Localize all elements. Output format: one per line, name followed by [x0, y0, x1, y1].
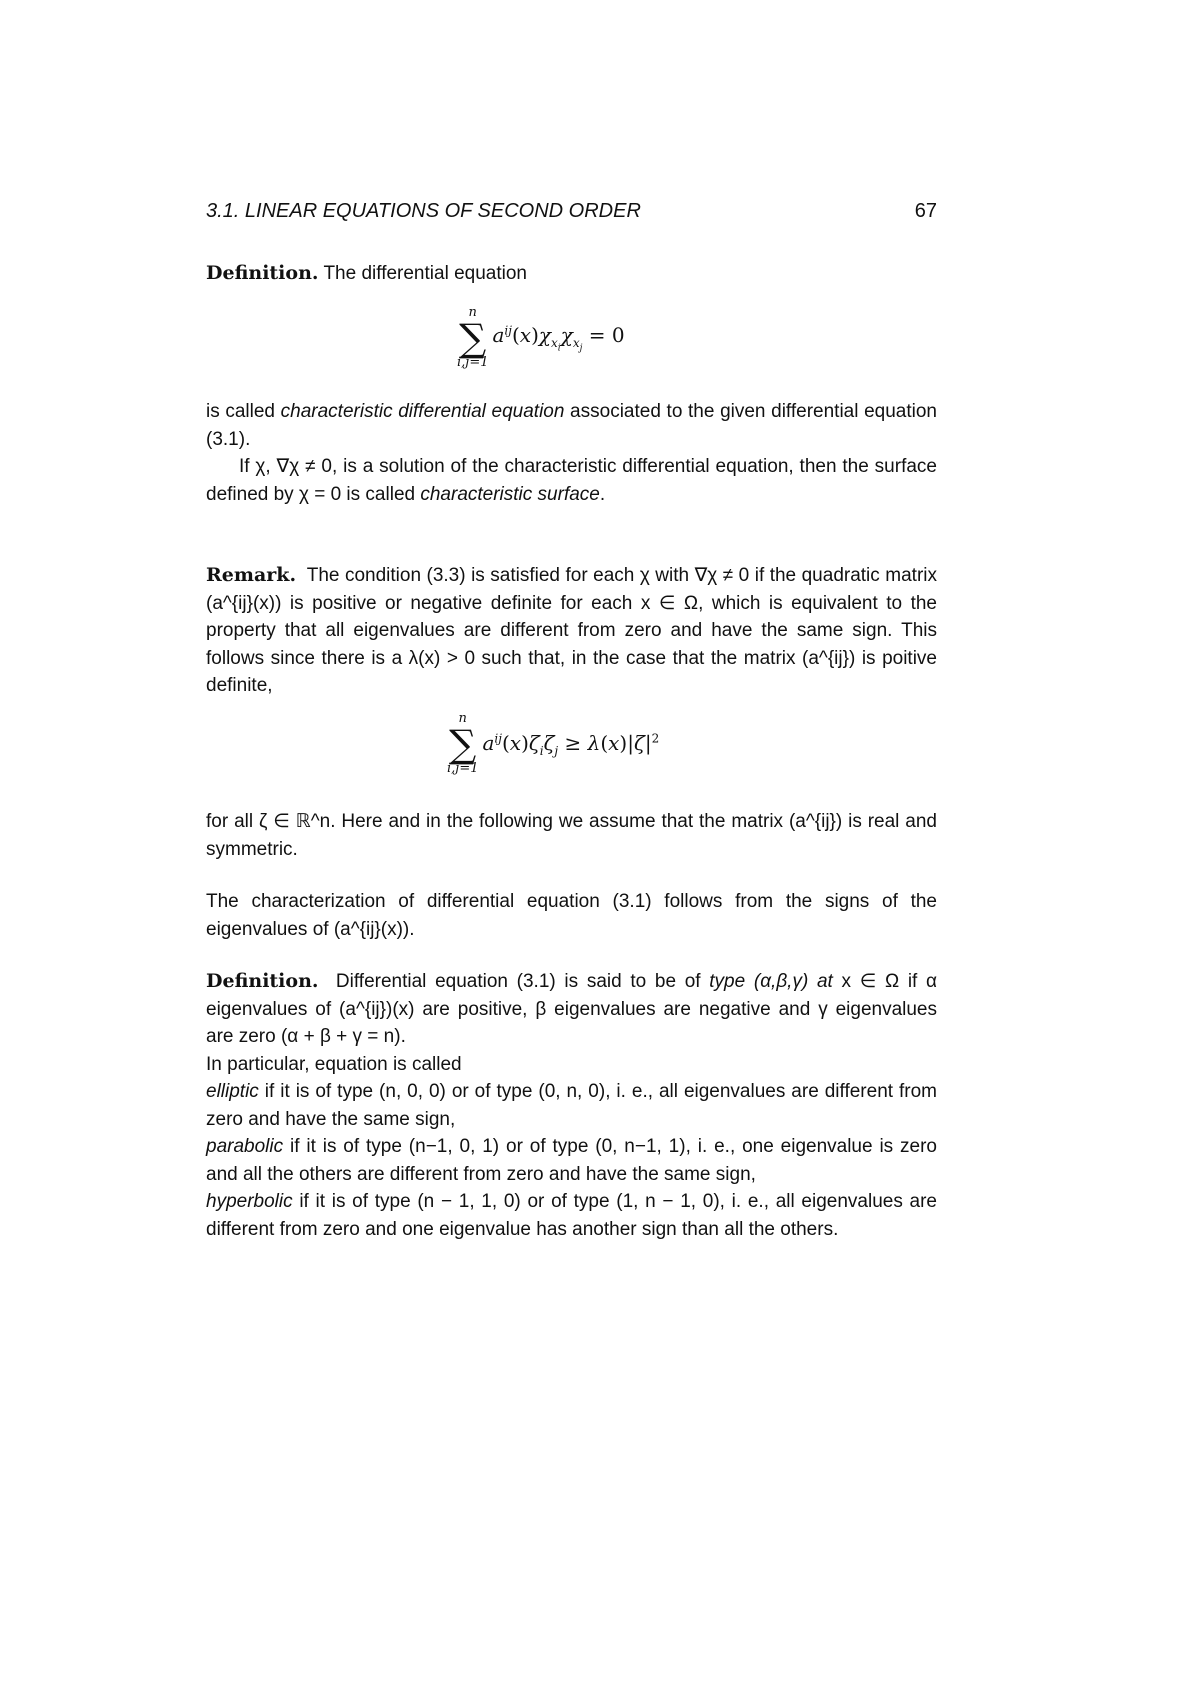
definition-1-intro [206, 260, 937, 288]
running-header [206, 200, 937, 223]
text-run: associated to the given differential equation (3.1). [206, 401, 937, 450]
term-type: type (α,β,γ) at [709, 971, 833, 992]
characteristic-equation [457, 306, 625, 370]
sum-symbol: n ∑ i,j=1 [457, 305, 489, 370]
sum-symbol: n ∑ i,j=1 [447, 711, 479, 776]
inequality-body: $a^{ij}(x)\zeta_i\zeta_j \ge \lambda(x)|\zeta|^2$ [482, 730, 660, 758]
definition-1-body [206, 398, 937, 508]
text-run: x ∈ Ω if α eigenvalues of (a^{ij})(x) are positive, β eigenvalues are negative and γ eigenvalues are zero (α + β + γ = n). [206, 971, 938, 1047]
in-particular-line: In particular, equation is called [206, 1053, 462, 1075]
text-run: Differential equation (3.1) is said to be of [335, 971, 710, 992]
equation-body: $a^{ij}(x)\chi_{x_i}\chi_{x_j} = 0$ [492, 322, 625, 354]
term-hyperbolic: hyperbolic [206, 1191, 293, 1212]
definition-heading: Definition. [206, 262, 319, 284]
hyperbolic-text: if it is of type (n − 1, 1, 0) or of type (1, n − 1, 0), i. e., all eigenvalues are different from zero and one eigenvalue has another sign than all the others. [206, 1191, 937, 1240]
text-run: If χ, ∇χ ≠ 0, is a solution of the characteristic differential equation, then the surface defined by χ = 0 is called [206, 456, 937, 505]
definition-heading: Definition. [206, 970, 319, 992]
page-number: 67 [914, 200, 937, 222]
definition-2 [206, 968, 937, 1243]
term-elliptic: elliptic [206, 1081, 259, 1102]
elliptic-text: if it is of type (n, 0, 0) or of type (0, n, 0), i. e., all eigenvalues are different from zero and have the same sign, [206, 1081, 937, 1130]
parabolic-text: if it is of type (n−1, 0, 1) or of type (0, n−1, 1), i. e., one eigenvalue is zero and all the others are different from zero and have the same sign, [206, 1136, 937, 1185]
term-characteristic-surface: characteristic surface [420, 483, 600, 505]
text-run: . [599, 483, 606, 505]
remark-text: The condition (3.3) is satisfied for each χ with ∇χ ≠ 0 if the quadratic matrix (a^{ij}(x)) is positive or negative definite for each x ∈ Ω, which is equivalent to the property that all eigenvalues are different from zero and have the same sign. This follows since there is a λ(x) > 0 such that, in the case that the matrix (a^{ij}) is poitive definite, [206, 565, 937, 696]
term-parabolic: parabolic [206, 1136, 284, 1157]
sum-lower-limit: i,j=1 [457, 355, 489, 370]
remark-continuation [206, 808, 937, 863]
definition-intro-text: The differential equation [323, 263, 527, 284]
characterization-text: The characterization of differential equation (3.1) follows from the signs of the eigenvalues of (a^{ij}(x)). [206, 891, 937, 940]
sum-lower-limit: i,j=1 [447, 761, 479, 776]
remark-paragraph [206, 562, 937, 700]
section-title: 3.1. LINEAR EQUATIONS OF SECOND ORDER [206, 200, 641, 222]
sum-upper-limit: n [468, 305, 477, 320]
remark-after-text: for all ζ ∈ ℝ^n. Here and in the following we assume that the matrix (a^{ij}) is real and symmetric. [206, 811, 937, 860]
term-characteristic-equation: characteristic differential equation [280, 401, 565, 422]
remark-heading: Remark. [206, 564, 297, 586]
characterization-paragraph [206, 888, 937, 943]
text-run: is called [206, 401, 281, 422]
positive-definite-inequality [447, 712, 659, 776]
sum-upper-limit: n [458, 711, 467, 726]
